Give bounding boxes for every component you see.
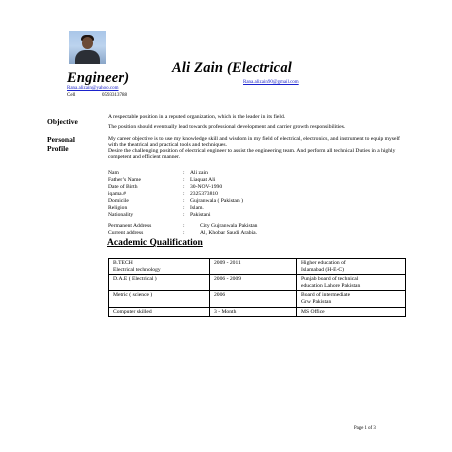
detail-colon: : [183, 177, 185, 183]
degree-cell [109, 291, 210, 307]
profile-label-line1: Personal [47, 135, 75, 144]
degree-cell [109, 275, 210, 291]
detail-label: Domicile [108, 198, 129, 204]
institute-text: Punjab board of technical [301, 276, 359, 283]
table-row [109, 275, 406, 291]
detail-value: 30-NOV-1990 [190, 184, 223, 190]
institute-text: Higher education of [301, 260, 346, 266]
detail-label: Nam [108, 170, 119, 176]
years-cell: 2006 [210, 291, 297, 307]
detail-colon: : [183, 191, 185, 197]
detail-colon: : [183, 198, 185, 204]
detail-colon: : [183, 212, 185, 218]
address-label: Permanent Address [108, 223, 152, 229]
degree-text-2: Electrical technology [113, 266, 161, 273]
table-row [109, 259, 406, 275]
profile-paragraph-3: Desire the challenging position of electrical engineer to assist the engineering team. And perform all technical Duties in a highly competent and efficient manner. [108, 148, 396, 161]
detail-colon: : [183, 184, 185, 190]
detail-label: Nationality [108, 212, 134, 218]
detail-label: Date of Birth [108, 184, 138, 190]
detail-label: Father’s Name [108, 177, 141, 183]
institute-cell [297, 307, 406, 317]
academic-table [108, 258, 406, 317]
objective-label: Objective [47, 117, 78, 126]
institute-text-2: education Lahore Pakistan [301, 282, 361, 289]
address-colon: : [183, 230, 185, 236]
academic-heading: Academic Qualification [107, 238, 203, 248]
personal-profile-label [47, 136, 75, 153]
detail-value: Liaquat Ali [190, 177, 216, 183]
detail-value: Gujranwala ( Pakistan ) [190, 198, 243, 204]
years-cell: 2006 - 2009 [210, 275, 297, 291]
table-row [109, 307, 406, 317]
degree-text: Computer skilled [113, 308, 152, 315]
detail-label: iqama.# [108, 191, 126, 197]
institute-text: MS Office [301, 308, 325, 315]
institute-text-2: Grw Pakistan [301, 298, 332, 305]
profile-label-line2: Profile [47, 143, 69, 153]
cell-number: 0593313788 [102, 93, 127, 98]
degree-text: B.TECH [113, 260, 133, 266]
degree-cell [109, 259, 210, 275]
address-value: Al, Khobar Saudi Arabia. [200, 230, 258, 236]
name-title-line2: Engineer) [67, 70, 130, 86]
profile-paragraph-1: The position should eventually lead towards professional development and carrier growth responsibilities. [108, 124, 346, 130]
degree-text: Metric ( science ) [113, 292, 153, 299]
page-number: Page 1 of 3 [354, 426, 376, 431]
years-cell: 3 - Month [210, 307, 297, 317]
cell-label: Cell [67, 93, 76, 98]
detail-value: Ali zain [190, 170, 208, 176]
institute-text: Board of intermediate [301, 292, 351, 299]
address-value: City Gujranwala Pakistan [200, 223, 258, 229]
email-link-primary[interactable]: Rana.alizain@yahoo.com [67, 86, 119, 91]
objective-text: A respectable position in a reputed organization, which is the leader in its field. [108, 114, 286, 120]
degree-cell [109, 307, 210, 317]
table-row [109, 291, 406, 307]
degree-text: D.A.E ( Electrical ) [113, 276, 157, 283]
institute-cell [297, 275, 406, 291]
detail-colon: : [183, 205, 185, 211]
institute-cell [297, 259, 406, 275]
detail-value: 2325373810 [190, 191, 218, 197]
email-link-secondary[interactable]: Rana.alizain90@gmail.com [243, 80, 299, 85]
profile-photo [69, 31, 106, 64]
address-colon: : [183, 223, 185, 229]
institute-cell [297, 291, 406, 307]
detail-value: Islam. [190, 205, 204, 211]
detail-value: Pakistani [190, 212, 211, 218]
years-cell: 2009 - 2011 [210, 259, 297, 275]
institute-text-2: Islamabad (H-E-C) [301, 266, 345, 273]
profile-paragraph-2: My career objective is to use my knowledge skill and wisdom in my field of electrical, electronics, and instrument to equip myself with the theatrical and practical tools and techniques. [108, 136, 400, 149]
name-title-line1: Ali Zain (Electrical [172, 60, 292, 76]
detail-colon: : [183, 170, 185, 176]
address-label: Current address [108, 230, 144, 236]
detail-label: Religion [108, 205, 128, 211]
